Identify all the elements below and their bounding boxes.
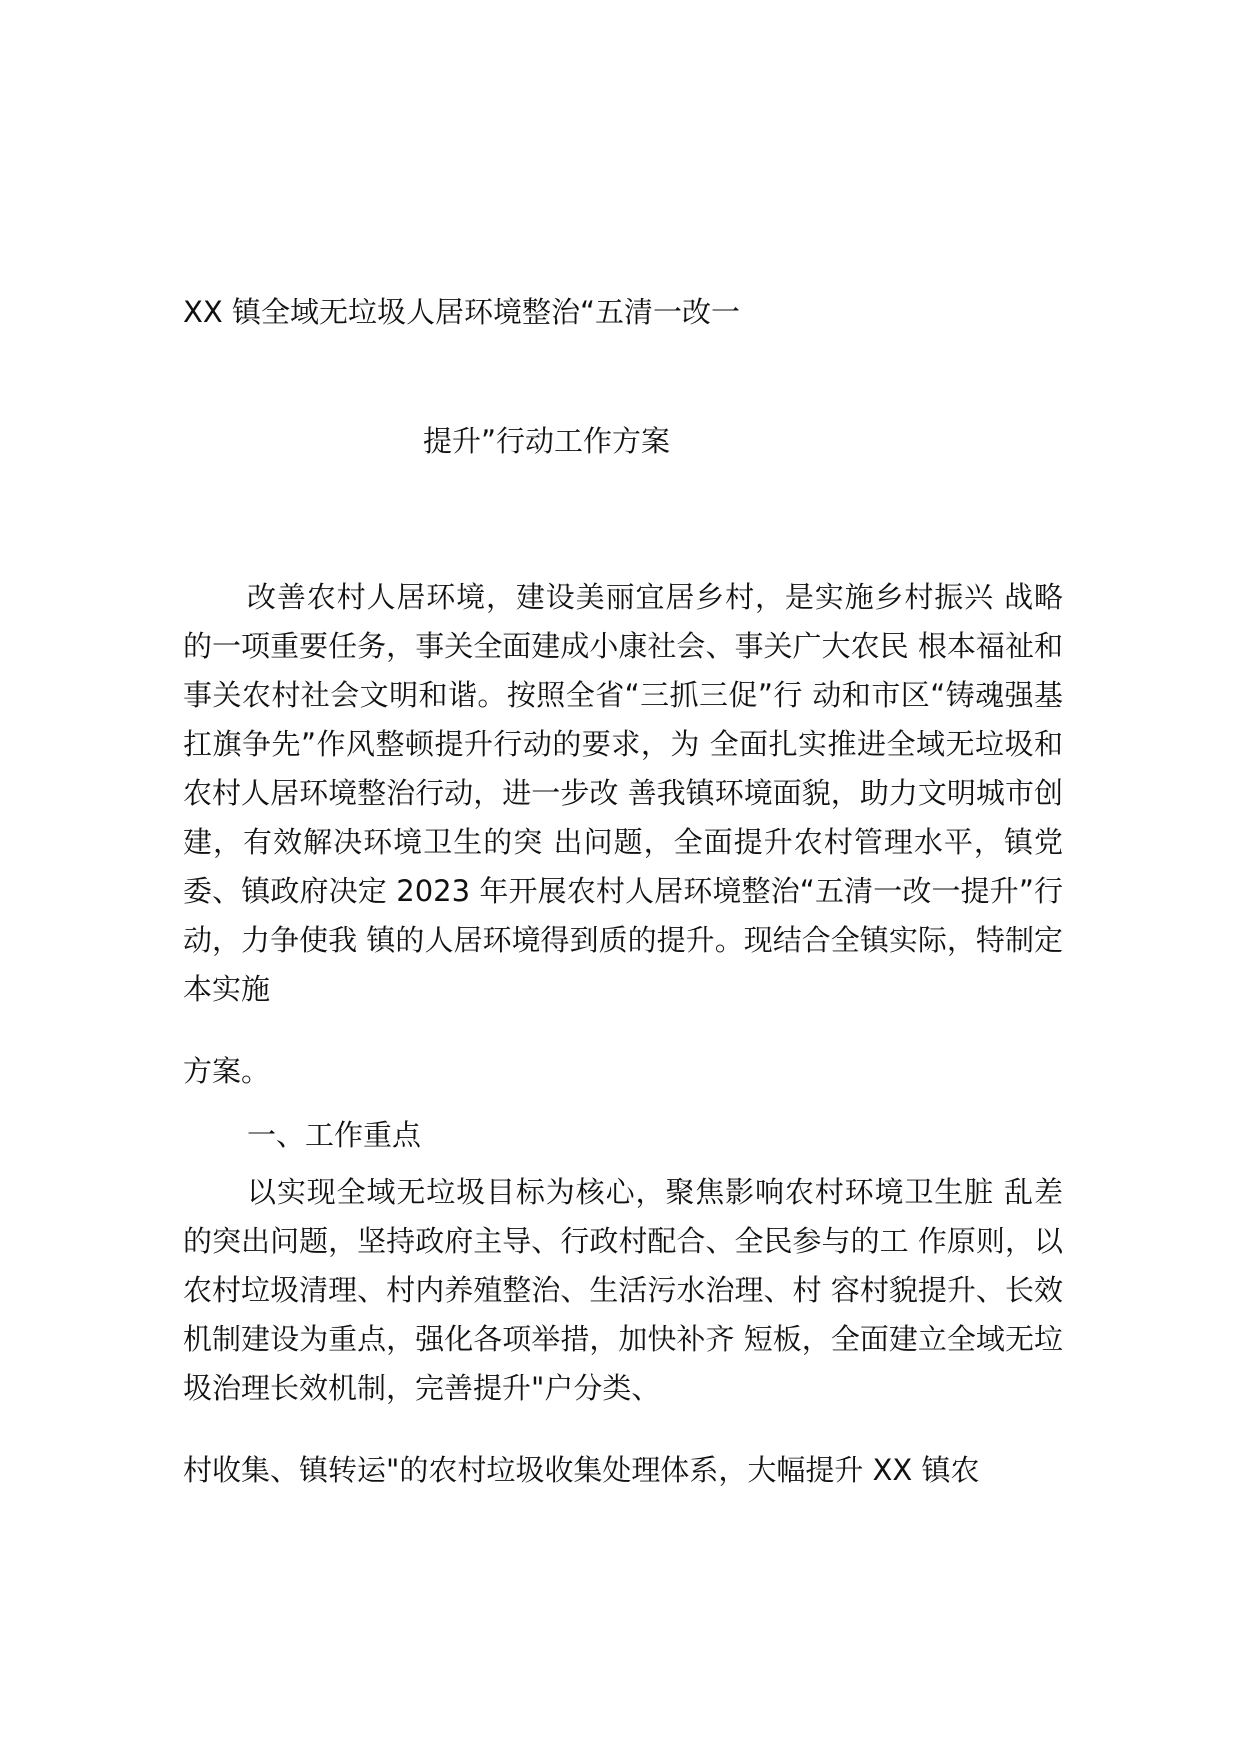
section-heading-work-focus: 一、工作重点 bbox=[247, 1118, 422, 1152]
work-focus-paragraph: 以实现全域无垃圾目标为核心，聚焦影响农村环境卫生脏 乱差的突出问题，坚持政府主导、行政村配合、全民参与的工 作原则，以农村垃圾清理、村内养殖整治、生活污水治理、村 容村貌提升、长效机制建设为重点，强化各项举措，加快补齐 短板，全面建立全域无垃圾治理长效机制，完善提升"户分类、 bbox=[183, 1175, 1063, 1405]
work-focus-paragraph-tail: 村收集、镇转运"的农村垃圾收集处理体系，大幅提升 XX 镇农 bbox=[183, 1453, 980, 1487]
document-title-line-1: XX 镇全域无垃圾人居环境整治“五清一改一 bbox=[183, 295, 740, 329]
intro-paragraph-tail: 方案。 bbox=[183, 1054, 271, 1088]
intro-paragraph: 改善农村人居环境，建设美丽宜居乡村，是实施乡村振兴 战略的一项重要任务，事关全面建成小康社会、事关广大农民 根本福祉和事关农村社会文明和谐。按照全省“三抓三促”行 动和市区“铸魂强基扛旗争先”作风整顿提升行动的要求，为 全面扎实推进全域无垃圾和农村人居环境整治行动，进一步改 善我镇环境面貌，助力文明城市创建，有效解决环境卫生的突 出问题，全面提升农村管理水平，镇党委、镇政府决定 2023 年开展农村人居环境整治“五清一改一提升”行动，力争使我 镇的人居环境得到质的提升。现结合全镇实际，特制定本实施 bbox=[183, 580, 1063, 1006]
document-title-line-2: 提升”行动工作方案 bbox=[423, 424, 671, 458]
